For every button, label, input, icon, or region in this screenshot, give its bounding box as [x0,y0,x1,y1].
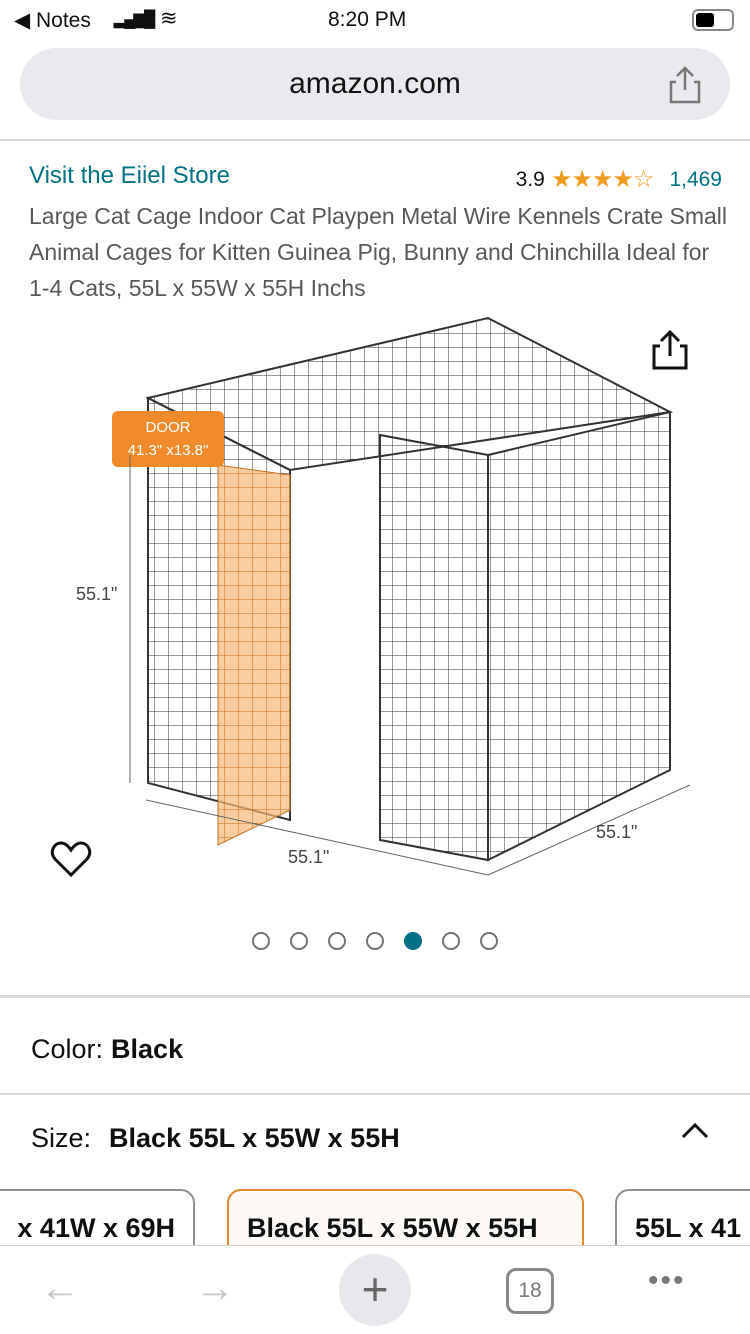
door-label: DOOR [145,419,191,436]
more-options-icon[interactable]: ••• [648,1264,686,1297]
carousel-dot[interactable] [442,932,460,950]
carousel-dot[interactable] [480,932,498,950]
color-selector [31,1034,183,1065]
rating-value: 3.9 [515,167,545,191]
size-label: Size: [31,1123,92,1153]
product-title: Large Cat Cage Indoor Cat Playpen Metal Wire Kennels Crate Small Animal Cages for Kitten Guinea Pig, Bunny and Chinchilla Ideal for 1-4 Cats, 55L x 55W x 55H Inchs [29,203,728,301]
height-dimension: 55.1" [76,584,118,604]
width-dimension: 55.1" [596,822,638,842]
battery-icon [692,9,734,31]
address-bar[interactable] [20,48,730,120]
clock: 8:20 PM [328,8,407,31]
signal-icon: ▂▄▆█ [114,11,154,28]
back-arrow-icon[interactable]: ← [40,1266,80,1310]
back-to-app[interactable]: ◀ Notes [14,9,91,32]
color-value: Black [111,1034,184,1064]
divider [0,139,750,141]
status-bar [0,0,750,42]
size-value: Black 55L x 55W x 55H [109,1123,400,1153]
heart-icon[interactable] [50,840,92,878]
share-icon[interactable] [668,66,702,104]
store-link[interactable]: Visit the Eiiel Store [29,162,230,189]
wifi-icon: ≋ [160,7,178,30]
length-dimension: 55.1" [288,847,330,867]
back-app-label: Notes [35,9,91,32]
review-count[interactable]: 1,469 [669,167,722,191]
cage-front-face [380,435,488,860]
star-rating-icon: ★★★★☆ [550,166,654,193]
size-option[interactable]: x 41W x 69H [0,1189,195,1259]
carousel-dot[interactable] [252,932,270,950]
chevron-up-icon[interactable] [680,1120,710,1140]
product-image[interactable] [0,305,750,905]
cage-right-face [488,412,670,860]
carousel-dot[interactable] [366,932,384,950]
size-selector[interactable] [31,1123,400,1154]
carousel-dot-active[interactable] [404,932,422,950]
image-carousel-dots [252,932,498,950]
size-option-selected[interactable]: Black 55L x 55W x 55H [227,1189,584,1259]
carousel-dot[interactable] [290,932,308,950]
carousel-dot[interactable] [328,932,346,950]
divider [0,1093,750,1095]
new-tab-button[interactable]: + [339,1254,411,1326]
color-label: Color: [31,1034,104,1064]
url-text: amazon.com [289,67,461,100]
rating[interactable] [516,165,722,194]
divider [0,995,750,998]
tabs-button[interactable]: 18 [506,1268,554,1314]
forward-arrow-icon[interactable]: → [195,1266,235,1310]
door-size: 41.3" x13.8" [127,442,209,459]
browser-toolbar [0,1245,750,1334]
size-option[interactable]: 55L x 41 [615,1189,750,1259]
